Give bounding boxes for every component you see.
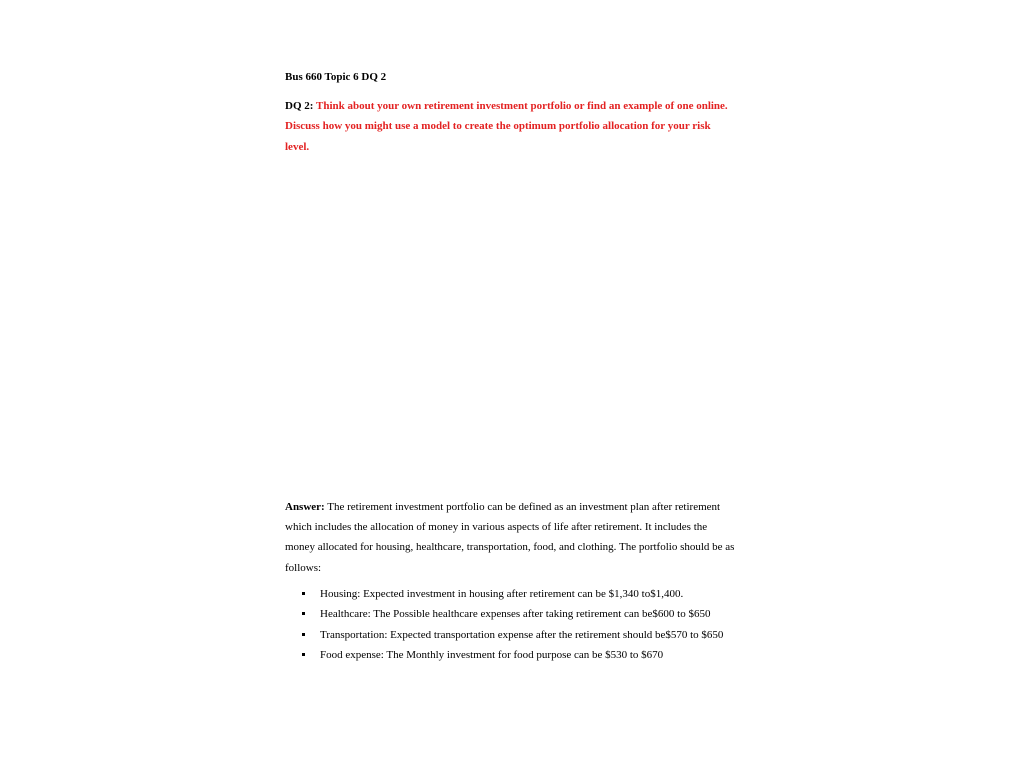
bullet-icon <box>302 653 305 656</box>
answer-paragraph <box>285 497 737 578</box>
document-title: Bus 660 Topic 6 DQ 2 <box>285 71 387 83</box>
answer-label: Answer: <box>285 501 325 513</box>
list-item-text: Transportation: Expected transportation expense after the retirement should be$570 to $650 <box>320 628 724 641</box>
list-item <box>300 645 750 665</box>
answer-text: The retirement investment portfolio can be defined as an investment plan after retirement which includes the allocation of money in various aspects of life after retirement. It includes the money allocated for housing, healthcare, transportation, food, and clothing. The portfolio should be as follows: <box>285 501 735 574</box>
list-item-text: Food expense: The Monthly investment for food purpose can be $530 to $670 <box>320 648 664 661</box>
list-item <box>300 625 750 645</box>
list-item-text: Housing: Expected investment in housing after retirement can be $1,340 to$1,400. <box>320 588 684 600</box>
question-paragraph <box>285 96 730 157</box>
expense-list <box>300 584 750 665</box>
question-text: Think about your own retirement investment portfolio or find an example of one online. Discuss how you might use a model to create the optimum portfolio allocation for your risk level. <box>285 100 728 153</box>
bullet-icon <box>302 592 305 595</box>
bullet-icon <box>302 633 305 636</box>
list-item <box>300 584 750 604</box>
list-item <box>300 604 750 624</box>
question-label: DQ 2: <box>285 100 314 112</box>
bullet-icon <box>302 612 305 615</box>
list-item-text: Healthcare: The Possible healthcare expenses after taking retirement can be$600 to $650 <box>320 608 711 621</box>
